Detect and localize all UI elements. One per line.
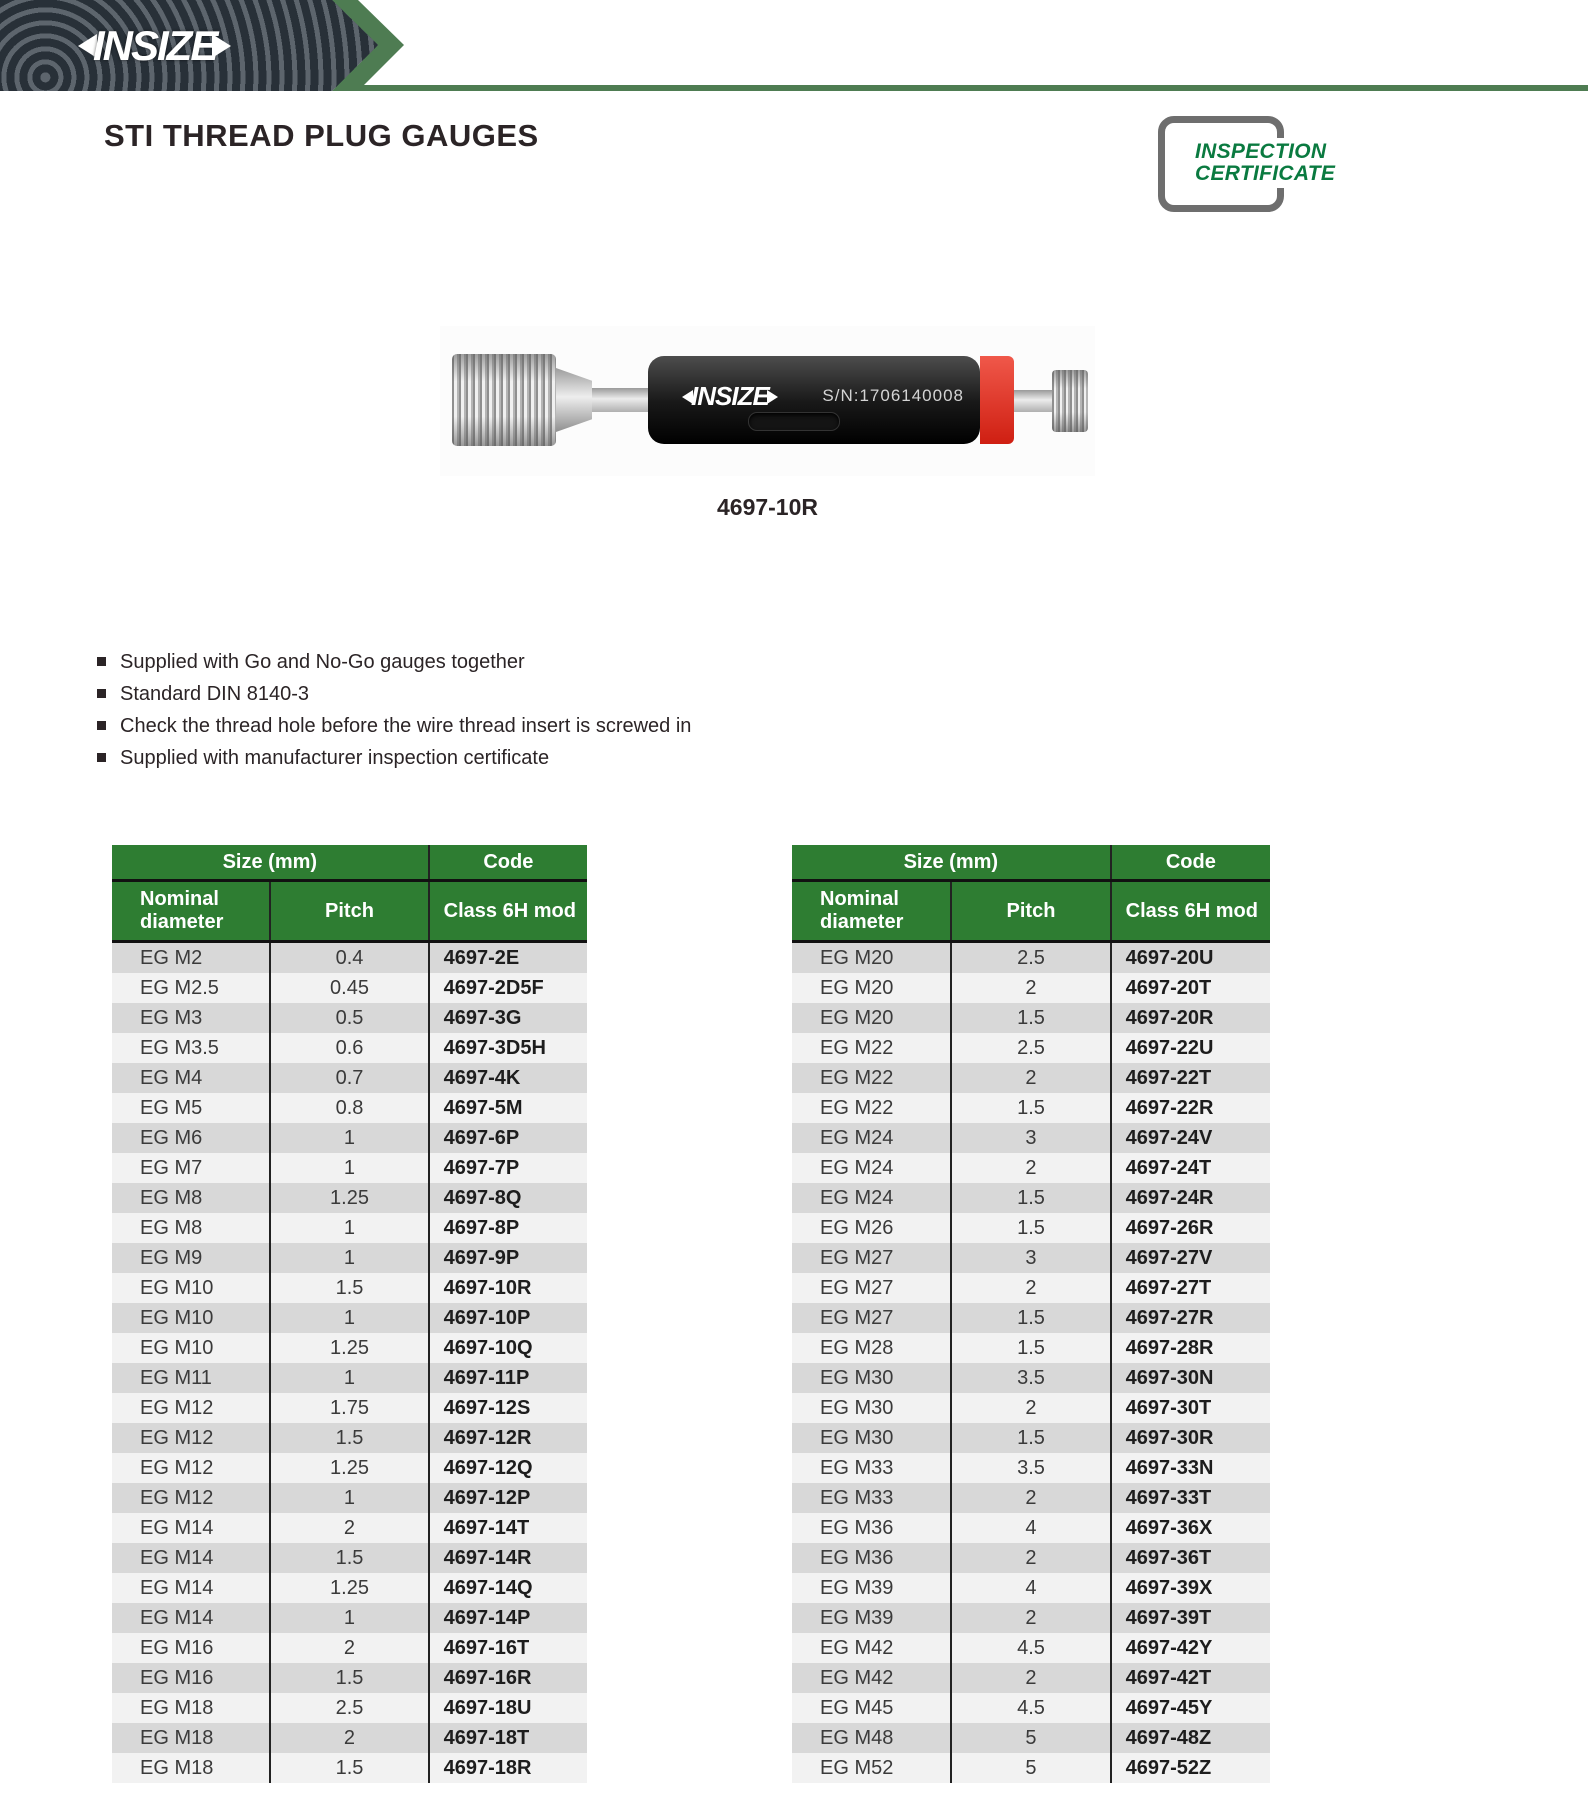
code-cell: 4697-42Y (1111, 1633, 1270, 1663)
table-row (792, 1183, 1270, 1213)
table-row (792, 1603, 1270, 1633)
gauge-handle (648, 356, 980, 444)
code-cell: 4697-12Q (429, 1453, 587, 1483)
nominal-cell: EG M30 (792, 1423, 951, 1453)
pitch-cell: 0.6 (270, 1033, 428, 1063)
table-row (112, 1213, 587, 1243)
pitch-cell: 0.7 (270, 1063, 428, 1093)
pitch-cell: 2 (270, 1513, 428, 1543)
feature-item (97, 678, 691, 710)
feature-item (97, 742, 691, 774)
table-row (792, 1483, 1270, 1513)
pitch-cell: 1 (270, 1303, 428, 1333)
nominal-cell: EG M14 (112, 1513, 270, 1543)
pitch-cell: 2 (951, 1483, 1110, 1513)
nominal-cell: EG M12 (112, 1453, 270, 1483)
table-row (112, 1153, 587, 1183)
nominal-cell: EG M16 (112, 1663, 270, 1693)
table-row (792, 1333, 1270, 1363)
code-cell: 4697-14T (429, 1513, 587, 1543)
pitch-cell: 5 (951, 1723, 1110, 1753)
no-go-red-band (980, 356, 1014, 444)
pitch-cell: 2 (951, 1543, 1110, 1573)
table-row (112, 1243, 587, 1273)
code-cell: 4697-11P (429, 1363, 587, 1393)
feature-text: Supplied with Go and No-Go gauges together (120, 651, 525, 673)
nominal-cell: EG M30 (792, 1393, 951, 1423)
table-row (112, 1543, 587, 1573)
table-row (112, 1573, 587, 1603)
product-figure (440, 326, 1095, 476)
table-row (112, 1333, 587, 1363)
table-row (112, 1753, 587, 1783)
nominal-cell: EG M6 (112, 1123, 270, 1153)
nominal-cell: EG M9 (112, 1243, 270, 1273)
code-cell: 4697-45Y (1111, 1693, 1270, 1723)
nominal-cell: EG M10 (112, 1303, 270, 1333)
features-list (97, 646, 691, 774)
nominal-cell: EG M2 (112, 942, 270, 974)
code-cell: 4697-3G (429, 1003, 587, 1033)
no-go-thread-end (1052, 370, 1088, 432)
code-cell: 4697-24T (1111, 1153, 1270, 1183)
gauge-shaft-right (1014, 390, 1052, 412)
table-row (792, 1033, 1270, 1063)
certificate-label-line2: CERTIFICATE (1195, 162, 1336, 185)
code-cell: 4697-10Q (429, 1333, 587, 1363)
nominal-cell: EG M10 (112, 1333, 270, 1363)
insize-logo (78, 21, 231, 71)
nominal-cell: EG M42 (792, 1663, 951, 1693)
code-cell: 4697-16T (429, 1633, 587, 1663)
nominal-cell: EG M14 (112, 1603, 270, 1633)
code-cell: 4697-20U (1111, 942, 1270, 974)
code-cell: 4697-14R (429, 1543, 587, 1573)
table-row (112, 1363, 587, 1393)
pitch-cell: 3 (951, 1123, 1110, 1153)
code-cell: 4697-27V (1111, 1243, 1270, 1273)
table-row (112, 1663, 587, 1693)
pitch-cell: 1.25 (270, 1333, 428, 1363)
code-cell: 4697-33N (1111, 1453, 1270, 1483)
table-row (792, 1543, 1270, 1573)
table-row (792, 1423, 1270, 1453)
handle-slot (748, 412, 840, 431)
table-row (792, 1273, 1270, 1303)
class-header: Class 6H mod (1111, 881, 1270, 942)
pitch-cell: 1.5 (951, 1423, 1110, 1453)
nominal-cell: EG M27 (792, 1273, 951, 1303)
table-row (792, 1393, 1270, 1423)
pitch-cell: 4 (951, 1573, 1110, 1603)
code-cell: 4697-12S (429, 1393, 587, 1423)
nominal-cell: EG M26 (792, 1213, 951, 1243)
code-cell: 4697-12P (429, 1483, 587, 1513)
pitch-cell: 0.4 (270, 942, 428, 974)
certificate-label-line1: INSPECTION (1195, 140, 1327, 163)
spec-table-left (112, 845, 587, 1783)
table-row (792, 1363, 1270, 1393)
bullet-square-icon (97, 721, 106, 730)
code-group-header: Code (429, 845, 587, 881)
code-cell: 4697-14P (429, 1603, 587, 1633)
pitch-cell: 0.45 (270, 973, 428, 1003)
arrow-right-icon (212, 34, 231, 58)
pitch-cell: 1.5 (270, 1273, 428, 1303)
nominal-cell: EG M39 (792, 1603, 951, 1633)
nominal-cell: EG M22 (792, 1063, 951, 1093)
pitch-cell: 2.5 (270, 1693, 428, 1723)
code-cell: 4697-24R (1111, 1183, 1270, 1213)
code-cell: 4697-12R (429, 1423, 587, 1453)
code-cell: 4697-22U (1111, 1033, 1270, 1063)
pitch-cell: 0.5 (270, 1003, 428, 1033)
gauge-shaft-left (592, 388, 648, 412)
nominal-cell: EG M18 (112, 1753, 270, 1783)
code-cell: 4697-39X (1111, 1573, 1270, 1603)
table-row (792, 1573, 1270, 1603)
pitch-cell: 1 (270, 1213, 428, 1243)
pitch-cell: 1 (270, 1363, 428, 1393)
table-row (112, 1183, 587, 1213)
table-row (112, 1513, 587, 1543)
code-cell: 4697-3D5H (429, 1033, 587, 1063)
table-row (792, 1453, 1270, 1483)
pitch-cell: 1.5 (951, 1093, 1110, 1123)
table-row (792, 1213, 1270, 1243)
nominal-cell: EG M3 (112, 1003, 270, 1033)
nominal-cell: EG M12 (112, 1393, 270, 1423)
class-header: Class 6H mod (429, 881, 587, 942)
code-cell: 4697-20R (1111, 1003, 1270, 1033)
certificate-label (1188, 138, 1337, 188)
code-cell: 4697-2E (429, 942, 587, 974)
nominal-cell: EG M24 (792, 1183, 951, 1213)
table-row (112, 1633, 587, 1663)
pitch-cell: 2 (951, 1273, 1110, 1303)
code-cell: 4697-52Z (1111, 1753, 1270, 1783)
pitch-cell: 2 (951, 1663, 1110, 1693)
code-cell: 4697-24V (1111, 1123, 1270, 1153)
pitch-cell: 1 (270, 1243, 428, 1273)
nominal-cell: EG M33 (792, 1483, 951, 1513)
size-group-header: Size (mm) (112, 845, 429, 881)
code-cell: 4697-22R (1111, 1093, 1270, 1123)
pitch-cell: 2 (270, 1633, 428, 1663)
nominal-cell: EG M22 (792, 1093, 951, 1123)
table-row (792, 1123, 1270, 1153)
size-group-header: Size (mm) (792, 845, 1111, 881)
nominal-cell: EG M27 (792, 1243, 951, 1273)
code-cell: 4697-18R (429, 1753, 587, 1783)
table-row (792, 1153, 1270, 1183)
table-row (792, 1003, 1270, 1033)
code-cell: 4697-33T (1111, 1483, 1270, 1513)
code-cell: 4697-8P (429, 1213, 587, 1243)
pitch-cell: 1.5 (270, 1663, 428, 1693)
code-cell: 4697-16R (429, 1663, 587, 1693)
table-column-header-row (112, 881, 587, 942)
table-row (792, 1093, 1270, 1123)
code-cell: 4697-7P (429, 1153, 587, 1183)
pitch-cell: 1.5 (951, 1213, 1110, 1243)
green-divider-line (352, 85, 1588, 91)
feature-text: Supplied with manufacturer inspection certificate (120, 747, 550, 769)
pitch-cell: 2 (951, 973, 1110, 1003)
inspection-certificate-badge (1158, 116, 1388, 212)
table-row (112, 1093, 587, 1123)
nominal-cell: EG M18 (112, 1723, 270, 1753)
code-cell: 4697-27T (1111, 1273, 1270, 1303)
nominal-cell: EG M14 (112, 1573, 270, 1603)
table-row (792, 1753, 1270, 1783)
table-group-header-row (112, 845, 587, 881)
bullet-square-icon (97, 753, 106, 762)
nominal-cell: EG M33 (792, 1453, 951, 1483)
pitch-cell: 1 (270, 1483, 428, 1513)
nominal-cell: EG M14 (112, 1543, 270, 1573)
page-title: STI THREAD PLUG GAUGES (104, 118, 539, 153)
insize-logo-text: INSIZE (93, 22, 217, 69)
nominal-cell: EG M22 (792, 1033, 951, 1063)
gauge-logo (682, 381, 778, 412)
nominal-cell: EG M27 (792, 1303, 951, 1333)
code-cell: 4697-30T (1111, 1393, 1270, 1423)
table-row (112, 1603, 587, 1633)
nominal-cell: EG M20 (792, 973, 951, 1003)
bullet-square-icon (97, 689, 106, 698)
table-row (792, 1303, 1270, 1333)
table-group-header-row (792, 845, 1270, 881)
table-row (792, 1633, 1270, 1663)
nominal-cell: EG M20 (792, 1003, 951, 1033)
nominal-cell: EG M5 (112, 1093, 270, 1123)
code-cell: 4697-6P (429, 1123, 587, 1153)
table-row (112, 1453, 587, 1483)
code-cell: 4697-2D5F (429, 973, 587, 1003)
nominal-cell: EG M52 (792, 1753, 951, 1783)
pitch-cell: 2 (270, 1723, 428, 1753)
code-cell: 4697-42T (1111, 1663, 1270, 1693)
nominal-cell: EG M45 (792, 1693, 951, 1723)
code-cell: 4697-10R (429, 1273, 587, 1303)
code-cell: 4697-8Q (429, 1183, 587, 1213)
nominal-cell: EG M36 (792, 1513, 951, 1543)
nominal-cell: EG M11 (112, 1363, 270, 1393)
pitch-cell: 2 (951, 1603, 1110, 1633)
pitch-cell: 4 (951, 1513, 1110, 1543)
pitch-cell: 0.8 (270, 1093, 428, 1123)
code-cell: 4697-27R (1111, 1303, 1270, 1333)
nominal-cell: EG M10 (112, 1273, 270, 1303)
nominal-cell: EG M16 (112, 1633, 270, 1663)
pitch-cell: 2 (951, 1153, 1110, 1183)
pitch-cell: 1 (270, 1603, 428, 1633)
gauge-logo-text: INSIZE (691, 381, 769, 411)
code-cell: 4697-36X (1111, 1513, 1270, 1543)
code-cell: 4697-36T (1111, 1543, 1270, 1573)
nominal-cell: EG M2.5 (112, 973, 270, 1003)
code-cell: 4697-9P (429, 1243, 587, 1273)
table-row (792, 1243, 1270, 1273)
pitch-cell: 3.5 (951, 1363, 1110, 1393)
table-row (112, 1273, 587, 1303)
pitch-cell: 5 (951, 1753, 1110, 1783)
code-cell: 4697-48Z (1111, 1723, 1270, 1753)
pitch-header: Pitch (951, 881, 1110, 942)
table-row (112, 1723, 587, 1753)
code-cell: 4697-18T (429, 1723, 587, 1753)
table-row (792, 1723, 1270, 1753)
pitch-header: Pitch (270, 881, 428, 942)
pitch-cell: 1.75 (270, 1393, 428, 1423)
code-cell: 4697-26R (1111, 1213, 1270, 1243)
pitch-cell: 1.25 (270, 1183, 428, 1213)
pitch-cell: 4.5 (951, 1693, 1110, 1723)
nominal-cell: EG M3.5 (112, 1033, 270, 1063)
table-row (112, 1033, 587, 1063)
arrow-right-icon (767, 390, 778, 404)
nominal-cell: EG M7 (112, 1153, 270, 1183)
code-cell: 4697-30R (1111, 1423, 1270, 1453)
header-banner (0, 0, 1588, 92)
table-row (112, 1693, 587, 1723)
table-row (792, 1663, 1270, 1693)
pitch-cell: 1.5 (270, 1423, 428, 1453)
table-row (112, 1003, 587, 1033)
pitch-cell: 4.5 (951, 1633, 1110, 1663)
code-group-header: Code (1111, 845, 1270, 881)
pitch-cell: 1.5 (951, 1303, 1110, 1333)
pitch-cell: 1.5 (270, 1753, 428, 1783)
product-code-caption: 4697-10R (716, 494, 819, 520)
table-column-header-row (792, 881, 1270, 942)
table-row (112, 1423, 587, 1453)
table-row (112, 1123, 587, 1153)
nominal-cell: EG M12 (112, 1483, 270, 1513)
pitch-cell: 2 (951, 1393, 1110, 1423)
feature-item (97, 710, 691, 742)
nominal-cell: EG M12 (112, 1423, 270, 1453)
spec-table-right (792, 845, 1270, 1783)
code-cell: 4697-20T (1111, 973, 1270, 1003)
pitch-cell: 1 (270, 1123, 428, 1153)
nominal-diameter-header: Nominal diameter (112, 881, 270, 942)
code-cell: 4697-18U (429, 1693, 587, 1723)
pitch-cell: 2.5 (951, 1033, 1110, 1063)
code-cell: 4697-10P (429, 1303, 587, 1333)
nominal-diameter-header: Nominal diameter (792, 881, 951, 942)
table-row (792, 973, 1270, 1003)
table-row (112, 1483, 587, 1513)
code-cell: 4697-4K (429, 1063, 587, 1093)
serial-number-label: S/N:1706140008 (822, 386, 964, 405)
pitch-cell: 1.25 (270, 1573, 428, 1603)
pitch-cell: 1 (270, 1153, 428, 1183)
go-thread-end (452, 354, 556, 446)
code-cell: 4697-5M (429, 1093, 587, 1123)
table-row (112, 942, 587, 974)
code-cell: 4697-14Q (429, 1573, 587, 1603)
nominal-cell: EG M24 (792, 1153, 951, 1183)
feature-text: Check the thread hole before the wire thread insert is screwed in (120, 715, 692, 737)
pitch-cell: 2.5 (951, 942, 1110, 974)
table-row (792, 1693, 1270, 1723)
code-cell: 4697-28R (1111, 1333, 1270, 1363)
table-row (112, 1303, 587, 1333)
nominal-cell: EG M39 (792, 1573, 951, 1603)
feature-item (97, 646, 691, 678)
nominal-cell: EG M30 (792, 1363, 951, 1393)
pitch-cell: 1.5 (951, 1003, 1110, 1033)
pitch-cell: 1.5 (270, 1543, 428, 1573)
nominal-cell: EG M8 (112, 1213, 270, 1243)
pitch-cell: 3 (951, 1243, 1110, 1273)
table-row (792, 1513, 1270, 1543)
bullet-square-icon (97, 657, 106, 666)
nominal-cell: EG M28 (792, 1333, 951, 1363)
nominal-cell: EG M24 (792, 1123, 951, 1153)
code-cell: 4697-22T (1111, 1063, 1270, 1093)
table-row (112, 1063, 587, 1093)
table-row (792, 1063, 1270, 1093)
gauge-collar (556, 368, 592, 432)
pitch-cell: 2 (951, 1063, 1110, 1093)
feature-text: Standard DIN 8140-3 (120, 683, 310, 705)
code-cell: 4697-30N (1111, 1363, 1270, 1393)
pitch-cell: 1.5 (951, 1183, 1110, 1213)
nominal-cell: EG M36 (792, 1543, 951, 1573)
pitch-cell: 1.5 (951, 1333, 1110, 1363)
nominal-cell: EG M4 (112, 1063, 270, 1093)
pitch-cell: 1.25 (270, 1453, 428, 1483)
nominal-cell: EG M20 (792, 942, 951, 974)
nominal-cell: EG M48 (792, 1723, 951, 1753)
nominal-cell: EG M8 (112, 1183, 270, 1213)
pitch-cell: 3.5 (951, 1453, 1110, 1483)
table-row (112, 973, 587, 1003)
table-row (112, 1393, 587, 1423)
code-cell: 4697-39T (1111, 1603, 1270, 1633)
nominal-cell: EG M42 (792, 1633, 951, 1663)
nominal-cell: EG M18 (112, 1693, 270, 1723)
table-row (792, 942, 1270, 974)
